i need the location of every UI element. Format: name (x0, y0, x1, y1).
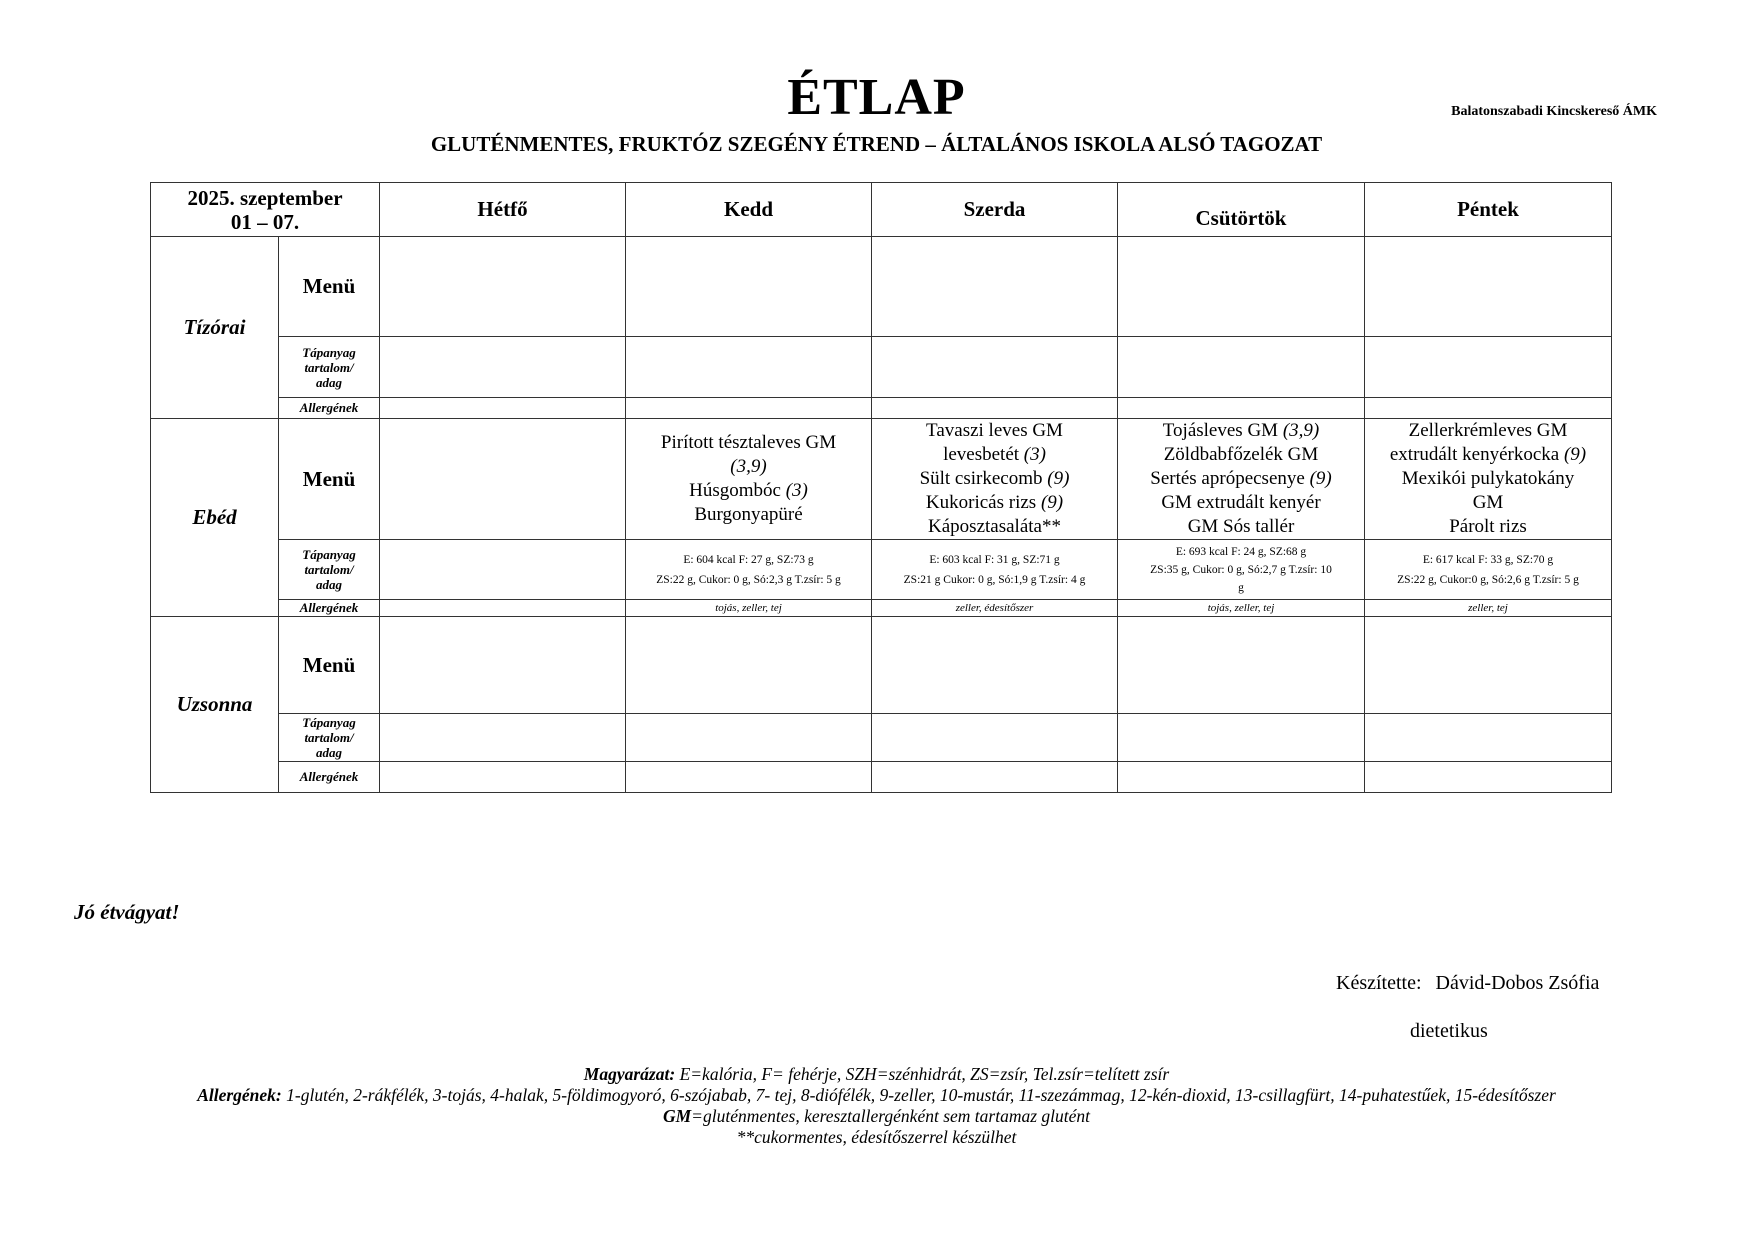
nutrition-line: ZS:22 g, Cukor: 0 g, Só:2,3 g T.zsír: 5 g (656, 573, 841, 586)
menu-line (872, 443, 1117, 467)
gm-legend-text: =gluténmentes, keresztallergénként sem tartamaz glutént (691, 1106, 1091, 1126)
legend-label: Magyarázat: (583, 1064, 676, 1084)
table-cell (1118, 714, 1365, 762)
lunch-nutrition-thursday (1118, 540, 1365, 600)
lunch-allergens-friday: zeller, tej (1365, 600, 1612, 617)
legend-line (100, 1064, 1653, 1085)
row-label-nutrition-line1: Tápanyag (302, 547, 356, 562)
row-label-nutrition (279, 714, 380, 762)
menu-line (1118, 419, 1364, 443)
author-name: Dávid-Dobos Zsófia (1435, 972, 1600, 994)
allergen-code: (3,9) (730, 456, 767, 477)
uzsonna-allergens-row (151, 762, 1612, 793)
dish-name: levesbetét (943, 444, 1024, 465)
menu-line (1118, 467, 1364, 491)
menu-line: Pirított tésztaleves GM (660, 432, 837, 453)
table-cell (380, 398, 626, 419)
row-label-nutrition-line1: Tápanyag (302, 715, 356, 730)
table-cell (380, 617, 626, 714)
nutrition-line: E: 617 kcal F: 33 g, SZ:70 g (1422, 553, 1554, 566)
lunch-nutrition-wednesday (872, 540, 1118, 600)
dish-name: Kukoricás rizs (925, 492, 1041, 513)
author-label: Készítette: (1336, 972, 1422, 994)
menu-line: GM Sós tallér (1187, 516, 1295, 537)
menu-line: Párolt rizs (1449, 516, 1527, 537)
page-title: ÉTLAP (787, 69, 966, 126)
table-cell (872, 237, 1118, 337)
row-label-nutrition-line2: tartalom/ (304, 562, 354, 577)
nutrition-line: g (1238, 581, 1244, 594)
allergen-legend-label: Allergének: (197, 1085, 282, 1105)
menu-line: GM (1472, 492, 1504, 513)
day-header-friday: Péntek (1365, 183, 1612, 237)
date-range-cell (151, 183, 380, 237)
table-cell (380, 419, 626, 540)
table-cell (872, 337, 1118, 398)
table-cell (380, 237, 626, 337)
table-cell (1118, 762, 1365, 793)
menu-line (872, 491, 1117, 515)
table-cell (1365, 337, 1612, 398)
ebed-allergens-row (151, 600, 1612, 617)
lunch-allergens-wednesday: zeller, édesítőszer (872, 600, 1118, 617)
table-cell (1118, 617, 1365, 714)
table-cell (872, 398, 1118, 419)
menu-line (872, 467, 1117, 491)
nutrition-line: ZS:35 g, Cukor: 0 g, Só:2,7 g T.zsír: 10 (1150, 563, 1332, 576)
row-label-menu: Menü (279, 237, 380, 337)
menu-line: Tavaszi leves GM (926, 420, 1063, 441)
header-row (151, 183, 1612, 237)
table-cell (626, 762, 872, 793)
allergen-code: (9) (1563, 444, 1587, 465)
uzsonna-menu-row (151, 617, 1612, 714)
meal-label-tizorai: Tízórai (151, 237, 279, 419)
row-label-nutrition-line1: Tápanyag (302, 344, 356, 360)
day-header-monday: Hétfő (380, 183, 626, 237)
page-subtitle: GLUTÉNMENTES, FRUKTÓZ SZEGÉNY ÉTREND – ÁLTALÁNOS ISKOLA ALSÓ TAGOZAT (430, 132, 1323, 156)
row-label-nutrition (279, 540, 380, 600)
table-cell (626, 337, 872, 398)
allergen-code: (9) (1047, 468, 1070, 489)
author-role: dietetikus (1410, 1020, 1488, 1042)
table-cell (1118, 337, 1365, 398)
table-cell (380, 714, 626, 762)
row-label-allergens: Allergének (279, 600, 380, 617)
ebed-nutrition-row (151, 540, 1612, 600)
menu-line (626, 479, 871, 503)
organization-name: Balatonszabadi Kincskereső ÁMK (1451, 104, 1657, 119)
table-cell (1365, 237, 1612, 337)
row-label-nutrition-line3: adag (316, 745, 342, 760)
row-label-nutrition-line2: tartalom/ (304, 730, 354, 745)
row-label-allergens: Allergének (279, 762, 380, 793)
table-cell (380, 600, 626, 617)
menu-line (1365, 443, 1611, 467)
greeting-text: Jó étvágyat! (74, 900, 180, 924)
legend-text: E=kalória, F= fehérje, SZH=szénhidrát, ZS=zsír, Tel.zsír=telített zsír (675, 1064, 1170, 1084)
dish-name: extrudált kenyérkocka (1389, 444, 1564, 465)
day-header-wednesday: Szerda (872, 183, 1118, 237)
row-label-nutrition-line3: adag (316, 374, 342, 390)
nutrition-line: E: 604 kcal F: 27 g, SZ:73 g (683, 553, 814, 566)
table-cell (626, 237, 872, 337)
table-cell (626, 398, 872, 419)
meal-label-uzsonna: Uzsonna (151, 617, 279, 793)
dish-name: Tojásleves GM (1162, 420, 1283, 441)
row-label-allergens: Allergének (279, 398, 380, 419)
table-cell (626, 617, 872, 714)
allergen-code: (9) (1309, 468, 1332, 489)
row-label-nutrition-line2: tartalom/ (304, 359, 354, 375)
row-label-menu: Menü (279, 419, 380, 540)
sugar-note: **cukormentes, édesítőszerrel készülhet (736, 1127, 1017, 1147)
menu-line: Zöldbabfőzelék GM (1163, 444, 1319, 465)
lunch-menu-thursday (1118, 419, 1365, 540)
row-label-menu: Menü (279, 617, 380, 714)
author-block (1336, 972, 1599, 995)
table-cell (626, 714, 872, 762)
table-cell (380, 540, 626, 600)
ebed-menu-row (151, 419, 1612, 540)
nutrition-line: E: 603 kcal F: 31 g, SZ:71 g (929, 553, 1060, 566)
table-cell (1365, 398, 1612, 419)
table-cell (872, 617, 1118, 714)
table-cell (872, 762, 1118, 793)
day-header-thursday: Csütörtök (1118, 183, 1365, 237)
lunch-allergens-tuesday: tojás, zeller, tej (626, 600, 872, 617)
dish-name: Húsgombóc (689, 480, 786, 501)
table-cell (380, 762, 626, 793)
table-cell (1365, 714, 1612, 762)
gm-legend-label: GM (662, 1106, 692, 1126)
menu-line (626, 455, 871, 479)
table-cell (380, 337, 626, 398)
menu-line: Káposztasaláta** (928, 516, 1061, 537)
lunch-nutrition-friday (1365, 540, 1612, 600)
tizorai-allergens-row (151, 398, 1612, 419)
menu-line: Zellerkrémleves GM (1408, 420, 1568, 441)
date-range-line2: 01 – 07. (230, 209, 300, 234)
table-cell (1365, 762, 1612, 793)
date-range-line1: 2025. szeptember (187, 185, 343, 210)
lunch-menu-friday (1365, 419, 1612, 540)
lunch-allergens-thursday: tojás, zeller, tej (1118, 600, 1365, 617)
lunch-menu-tuesday (626, 419, 872, 540)
allergen-code: (9) (1040, 492, 1064, 513)
allergen-code: (3) (1023, 444, 1046, 465)
menu-line: Mexikói pulykatokány (1401, 468, 1575, 489)
row-label-nutrition (279, 337, 380, 398)
legend-block (100, 1064, 1653, 1148)
tizorai-nutrition-row (151, 337, 1612, 398)
nutrition-line: ZS:22 g, Cukor:0 g, Só:2,6 g T.zsír: 5 g (1397, 573, 1579, 586)
dish-name: Sült csirkecomb (919, 468, 1048, 489)
uzsonna-nutrition-row (151, 714, 1612, 762)
table-cell (1118, 398, 1365, 419)
allergen-code: (3) (785, 480, 808, 501)
table-cell (872, 714, 1118, 762)
lunch-menu-wednesday (872, 419, 1118, 540)
allergen-legend-text: 1-glutén, 2-rákfélék, 3-tojás, 4-halak, 5-földimogyoró, 6-szójabab, 7- tej, 8-diófélék, 9-zeller, 10-mustár, 11-szezámmag, 12-kén-dioxid, 13-csillagfürt, 14-puhatestűek, 15-édesítőszer (281, 1085, 1556, 1105)
tizorai-menu-row (151, 237, 1612, 337)
lunch-nutrition-tuesday (626, 540, 872, 600)
row-label-nutrition-line3: adag (316, 577, 342, 592)
nutrition-line: ZS:21 g Cukor: 0 g, Só:1,9 g T.zsír: 4 g (903, 573, 1086, 586)
allergen-legend-line (100, 1085, 1653, 1106)
nutrition-line: E: 693 kcal F: 24 g, SZ:68 g (1175, 545, 1307, 558)
dish-name: Sertés aprópecsenye (1150, 468, 1310, 489)
table-cell (1118, 237, 1365, 337)
weekly-menu-table (150, 182, 1612, 793)
menu-line: GM extrudált kenyér (1161, 492, 1321, 513)
day-header-tuesday: Kedd (626, 183, 872, 237)
table-cell (1365, 617, 1612, 714)
menu-line: Burgonyapüré (694, 504, 803, 525)
allergen-code: (3,9) (1282, 420, 1320, 441)
meal-label-ebed: Ebéd (151, 419, 279, 617)
gm-legend-line (100, 1106, 1653, 1127)
